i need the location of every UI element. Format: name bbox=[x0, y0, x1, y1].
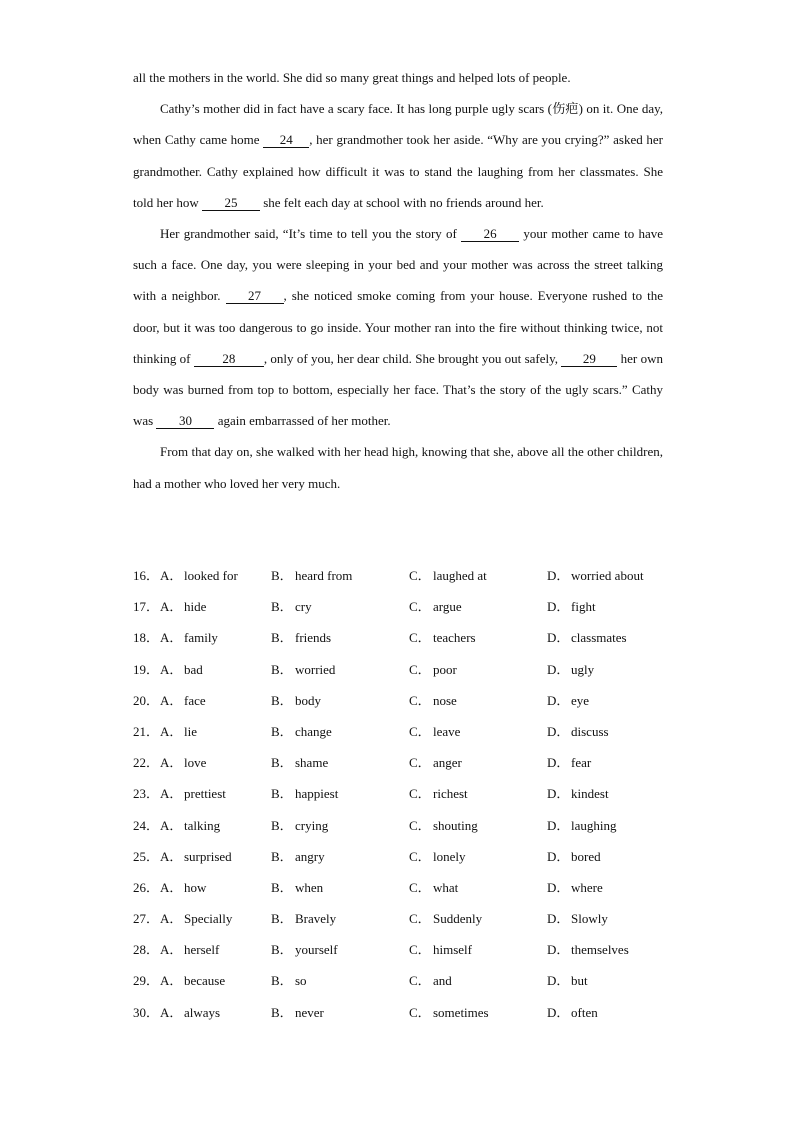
option-letter: A． bbox=[160, 755, 183, 771]
option-d bbox=[547, 654, 594, 685]
option-a bbox=[160, 560, 238, 591]
blank-28: 28 bbox=[194, 352, 264, 367]
option-letter: A． bbox=[160, 817, 183, 833]
option-b bbox=[271, 654, 335, 685]
option-a bbox=[160, 654, 203, 685]
passage-paragraph-2 bbox=[133, 93, 663, 218]
option-letter: D． bbox=[547, 755, 570, 771]
question-number: 19． bbox=[133, 661, 160, 677]
option-text: herself bbox=[184, 942, 220, 958]
question-row bbox=[133, 810, 663, 841]
option-text: sometimes bbox=[433, 1004, 489, 1020]
option-text: eye bbox=[571, 692, 590, 708]
passage-text: Cathy’s mother did in fact have a scary face. It has long purple ugly scars (伤疤) on it. One day, when Cathy came home bbox=[133, 101, 663, 148]
option-text: Suddenly bbox=[433, 911, 483, 927]
option-letter: C． bbox=[409, 1004, 431, 1020]
question-row bbox=[133, 778, 663, 809]
option-text: worried bbox=[295, 661, 336, 677]
option-a bbox=[160, 965, 225, 996]
option-text: fight bbox=[571, 599, 596, 615]
option-letter: D． bbox=[547, 817, 570, 833]
option-c bbox=[409, 591, 462, 622]
passage-text: her own body was burned from top to bottom, especially her face. That’s the story of the ugly scars.” Cathy was bbox=[133, 350, 663, 429]
blank-25: 25 bbox=[202, 196, 260, 211]
option-letter: A． bbox=[160, 630, 183, 646]
blank-29: 29 bbox=[561, 352, 617, 367]
option-text: crying bbox=[295, 817, 329, 833]
option-d bbox=[547, 934, 629, 965]
option-letter: B． bbox=[271, 692, 293, 708]
option-a bbox=[160, 622, 218, 653]
option-c bbox=[409, 872, 458, 903]
option-text: argue bbox=[433, 599, 462, 615]
option-d bbox=[547, 778, 609, 809]
option-b bbox=[271, 747, 328, 778]
option-c bbox=[409, 997, 489, 1028]
option-letter: C． bbox=[409, 599, 431, 615]
passage-text: , only of you, her dear child. She brought you out safely, bbox=[263, 350, 562, 366]
option-a bbox=[160, 997, 220, 1028]
option-text: yourself bbox=[295, 942, 338, 958]
option-text: often bbox=[571, 1004, 598, 1020]
question-number: 27． bbox=[133, 911, 160, 927]
option-text: worried about bbox=[571, 568, 644, 583]
passage-paragraph-3 bbox=[133, 218, 663, 436]
option-d bbox=[547, 560, 644, 591]
option-letter: B． bbox=[271, 1004, 293, 1020]
option-text: lie bbox=[184, 723, 197, 739]
question-number: 20． bbox=[133, 692, 160, 708]
option-letter: D． bbox=[547, 786, 570, 802]
option-text: talking bbox=[184, 817, 221, 833]
option-text: how bbox=[184, 879, 207, 895]
option-c bbox=[409, 747, 462, 778]
option-a bbox=[160, 810, 220, 841]
passage-text: she felt each day at school with no friends around her. bbox=[259, 194, 544, 210]
option-c bbox=[409, 810, 478, 841]
option-b bbox=[271, 903, 336, 934]
cloze-passage bbox=[133, 62, 663, 499]
passage-paragraph-4: From that day on, she walked with her head high, knowing that she, above all the other children, had a mother who loved her very much. bbox=[133, 444, 663, 491]
question-row bbox=[133, 934, 663, 965]
question-number: 25． bbox=[133, 848, 160, 864]
option-text: leave bbox=[433, 723, 461, 739]
option-b bbox=[271, 934, 338, 965]
option-text: love bbox=[184, 755, 207, 771]
option-letter: D． bbox=[547, 599, 570, 615]
option-d bbox=[547, 997, 598, 1028]
blank-30: 30 bbox=[156, 414, 214, 429]
option-text: laughing bbox=[571, 817, 617, 833]
question-number: 18． bbox=[133, 630, 160, 646]
option-letter: A． bbox=[160, 568, 183, 583]
option-text: discuss bbox=[571, 723, 609, 739]
question-row bbox=[133, 591, 663, 622]
option-letter: B． bbox=[271, 723, 293, 739]
option-text: lonely bbox=[433, 848, 466, 864]
question-number: 28． bbox=[133, 942, 160, 958]
option-d bbox=[547, 747, 591, 778]
option-d bbox=[547, 965, 588, 996]
option-letter: A． bbox=[160, 661, 183, 677]
option-d bbox=[547, 591, 596, 622]
option-text: bored bbox=[571, 848, 601, 864]
option-text: never bbox=[295, 1004, 324, 1020]
option-b bbox=[271, 997, 324, 1028]
option-letter: C． bbox=[409, 755, 431, 771]
option-text: Bravely bbox=[295, 911, 337, 927]
option-c bbox=[409, 622, 476, 653]
option-text: teachers bbox=[433, 630, 476, 646]
passage-text: , her grandmother took her aside. “Why are you crying?” asked her grandmother. Cathy explained how difficult it was to stand the laughing from her classmates. She told her how bbox=[133, 132, 663, 210]
option-text: face bbox=[184, 692, 206, 708]
option-letter: B． bbox=[271, 817, 293, 833]
option-b bbox=[271, 778, 338, 809]
option-letter: D． bbox=[547, 630, 570, 646]
option-text: what bbox=[433, 879, 459, 895]
option-text: himself bbox=[433, 942, 472, 958]
option-text: body bbox=[295, 692, 321, 708]
option-text: themselves bbox=[571, 942, 629, 958]
option-text: nose bbox=[433, 692, 457, 708]
option-text: but bbox=[571, 973, 588, 989]
option-c bbox=[409, 685, 457, 716]
option-a bbox=[160, 872, 206, 903]
question-row bbox=[133, 965, 663, 996]
blank-26: 26 bbox=[461, 227, 519, 242]
option-letter: D． bbox=[547, 879, 570, 895]
option-c bbox=[409, 965, 452, 996]
passage-text: again embarrassed of her mother. bbox=[214, 413, 391, 429]
option-letter: B． bbox=[271, 848, 293, 864]
option-text: because bbox=[184, 973, 226, 989]
option-c bbox=[409, 654, 457, 685]
option-letter: D． bbox=[547, 848, 570, 864]
option-b bbox=[271, 716, 332, 747]
option-b bbox=[271, 841, 325, 872]
option-b bbox=[271, 965, 307, 996]
option-letter: C． bbox=[409, 973, 431, 989]
option-letter: C． bbox=[409, 786, 431, 802]
option-text: poor bbox=[433, 661, 457, 677]
option-c bbox=[409, 934, 472, 965]
answer-options bbox=[133, 560, 663, 1028]
option-letter: C． bbox=[409, 723, 431, 739]
blank-27: 27 bbox=[226, 289, 284, 304]
option-a bbox=[160, 903, 232, 934]
option-text: bad bbox=[184, 661, 203, 677]
option-text: Slowly bbox=[571, 911, 608, 927]
option-text: angry bbox=[295, 848, 325, 864]
option-b bbox=[271, 622, 331, 653]
option-letter: C． bbox=[409, 879, 431, 895]
option-letter: D． bbox=[547, 568, 570, 583]
option-letter: A． bbox=[160, 973, 183, 989]
option-a bbox=[160, 716, 197, 747]
question-number: 22． bbox=[133, 755, 160, 771]
option-a bbox=[160, 747, 206, 778]
option-letter: A． bbox=[160, 1004, 183, 1020]
option-text: hide bbox=[184, 599, 207, 615]
question-number: 30． bbox=[133, 1004, 160, 1020]
option-letter: C． bbox=[409, 692, 431, 708]
option-letter: B． bbox=[271, 942, 293, 958]
question-row bbox=[133, 685, 663, 716]
question-row bbox=[133, 716, 663, 747]
option-text: classmates bbox=[571, 630, 627, 646]
option-letter: D． bbox=[547, 661, 570, 677]
option-letter: D． bbox=[547, 973, 570, 989]
option-text: happiest bbox=[295, 786, 339, 802]
blank-24: 24 bbox=[263, 133, 309, 148]
option-text: change bbox=[295, 723, 332, 739]
question-row bbox=[133, 872, 663, 903]
option-text: richest bbox=[433, 786, 468, 802]
option-letter: C． bbox=[409, 568, 431, 583]
question-number: 24． bbox=[133, 817, 160, 833]
option-d bbox=[547, 685, 589, 716]
option-text: shouting bbox=[433, 817, 478, 833]
option-b bbox=[271, 685, 321, 716]
option-text: family bbox=[184, 630, 218, 646]
option-c bbox=[409, 841, 466, 872]
option-letter: A． bbox=[160, 599, 183, 615]
option-letter: C． bbox=[409, 942, 431, 958]
question-row bbox=[133, 560, 663, 591]
option-letter: B． bbox=[271, 755, 293, 771]
option-text: shame bbox=[295, 755, 329, 771]
option-b bbox=[271, 810, 328, 841]
question-row bbox=[133, 747, 663, 778]
option-a bbox=[160, 841, 232, 872]
option-d bbox=[547, 622, 627, 653]
option-letter: A． bbox=[160, 723, 183, 739]
option-letter: B． bbox=[271, 630, 293, 646]
option-d bbox=[547, 841, 601, 872]
option-letter: C． bbox=[409, 911, 431, 927]
question-number: 21． bbox=[133, 723, 160, 739]
option-text: Specially bbox=[184, 911, 233, 927]
option-letter: A． bbox=[160, 942, 183, 958]
option-letter: A． bbox=[160, 879, 183, 895]
option-letter: C． bbox=[409, 817, 431, 833]
question-number: 26． bbox=[133, 879, 160, 895]
option-text: always bbox=[184, 1004, 221, 1020]
option-d bbox=[547, 810, 617, 841]
option-letter: B． bbox=[271, 911, 293, 927]
option-text: where bbox=[571, 879, 603, 895]
option-letter: B． bbox=[271, 879, 293, 895]
option-text: anger bbox=[433, 755, 462, 771]
option-text: kindest bbox=[571, 786, 609, 802]
option-c bbox=[409, 716, 460, 747]
option-c bbox=[409, 778, 468, 809]
question-number: 16． bbox=[133, 568, 160, 583]
option-letter: A． bbox=[160, 786, 183, 802]
option-c bbox=[409, 903, 482, 934]
option-text: and bbox=[433, 973, 452, 989]
question-row bbox=[133, 622, 663, 653]
option-text: laughed at bbox=[433, 568, 487, 583]
option-letter: B． bbox=[271, 568, 293, 583]
option-d bbox=[547, 716, 609, 747]
question-row bbox=[133, 997, 663, 1028]
option-letter: C． bbox=[409, 848, 431, 864]
option-text: surprised bbox=[184, 848, 232, 864]
option-text: friends bbox=[295, 630, 332, 646]
option-text: cry bbox=[295, 599, 312, 615]
option-letter: B． bbox=[271, 599, 293, 615]
option-letter: A． bbox=[160, 848, 183, 864]
option-c bbox=[409, 560, 487, 591]
option-letter: D． bbox=[547, 692, 570, 708]
passage-paragraph-1: all the mothers in the world. She did so many great things and helped lots of people. bbox=[133, 70, 571, 85]
option-letter: C． bbox=[409, 630, 431, 646]
option-text: heard from bbox=[295, 568, 353, 583]
option-letter: D． bbox=[547, 942, 570, 958]
option-a bbox=[160, 685, 206, 716]
option-a bbox=[160, 934, 219, 965]
passage-text: , she noticed smoke coming from your house. Everyone rushed to the door, but it was too dangerous to go inside. Your mother ran into the fire without thinking twice, not thinking of bbox=[133, 288, 663, 366]
option-a bbox=[160, 591, 206, 622]
option-letter: A． bbox=[160, 692, 183, 708]
option-text: looked for bbox=[184, 568, 238, 583]
passage-text: your mother came to have such a face. One day, you were sleeping in your bed and your mother was across the street talking with a neighbor. bbox=[133, 226, 663, 304]
question-row bbox=[133, 903, 663, 934]
option-letter: D． bbox=[547, 1004, 570, 1020]
option-b bbox=[271, 560, 352, 591]
option-letter: B． bbox=[271, 786, 293, 802]
question-row bbox=[133, 841, 663, 872]
option-text: prettiest bbox=[184, 786, 226, 802]
passage-text: Her grandmother said, “It’s time to tell you the story of bbox=[160, 226, 462, 242]
option-letter: C． bbox=[409, 661, 431, 677]
question-number: 17． bbox=[133, 599, 160, 615]
option-d bbox=[547, 872, 603, 903]
option-text: fear bbox=[571, 755, 592, 771]
option-letter: B． bbox=[271, 973, 293, 989]
question-number: 29． bbox=[133, 973, 160, 989]
option-a bbox=[160, 778, 226, 809]
option-letter: A． bbox=[160, 911, 183, 927]
option-letter: B． bbox=[271, 661, 293, 677]
option-d bbox=[547, 903, 608, 934]
option-text: when bbox=[295, 879, 324, 895]
option-letter: D． bbox=[547, 911, 570, 927]
option-text: so bbox=[295, 973, 307, 989]
question-row bbox=[133, 654, 663, 685]
option-b bbox=[271, 872, 323, 903]
option-text: ugly bbox=[571, 661, 595, 677]
option-letter: D． bbox=[547, 723, 570, 739]
question-number: 23． bbox=[133, 786, 160, 802]
option-b bbox=[271, 591, 312, 622]
